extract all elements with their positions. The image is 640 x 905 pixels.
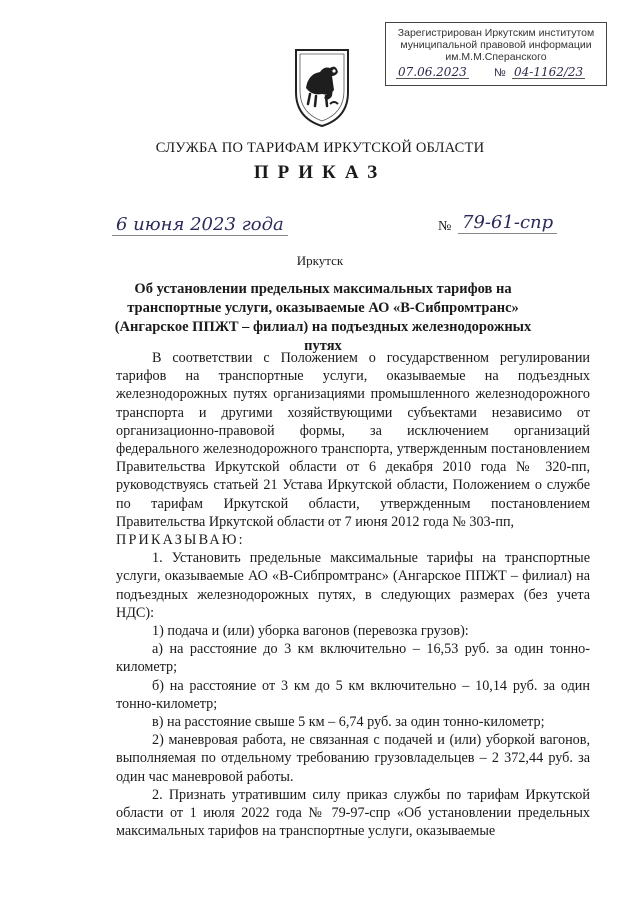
item-1-1-c-paragraph: в) на расстояние свыше 5 км – 6,74 руб. за один тонно-километр; xyxy=(152,714,545,731)
stamp-number-label: № xyxy=(494,67,506,79)
stamp-registration-row xyxy=(394,63,598,81)
item-1-2-paragraph: 2) маневровая работа, не связанная с подачей и (или) уборкой вагонов, выполняемая по отдельному требованию грузовладельцев – 2 372,44 руб. за один час маневровой работы. xyxy=(116,732,590,785)
stamp-line-3: им.М.М.Сперанского xyxy=(445,51,547,63)
organization-name: СЛУЖБА ПО ТАРИФАМ ИРКУТСКОЙ ОБЛАСТИ xyxy=(155,140,485,156)
city-name: Иркутск xyxy=(296,253,344,268)
document-type: ПРИКАЗ xyxy=(253,162,387,183)
stamp-line-2: муниципальной правовой информации xyxy=(400,39,592,51)
document-title: Об установлении предельных максимальных тарифов на транспортные услуги, оказываемые АО «В-Сибпромтранс» (Ангарское ППЖТ – филиал) на подъездных железнодорожных путях xyxy=(114,281,532,354)
number-label: № xyxy=(438,219,452,234)
item-1-1-b-paragraph: б) на расстояние от 3 км до 5 км включительно – 10,14 руб. за один тонно-километр; xyxy=(116,677,590,712)
document-body xyxy=(116,349,590,840)
item-1-1-a-paragraph: а) на расстояние до 3 км включительно – 16,53 руб. за один тонно-километр; xyxy=(116,641,590,676)
order-word: ПРИКАЗЫВАЮ: xyxy=(116,532,245,549)
registration-stamp xyxy=(385,22,607,86)
stamp-date: 07.06.2023 xyxy=(398,65,467,79)
coat-of-arms-icon xyxy=(290,44,354,128)
item-1-1-paragraph: 1) подача и (или) уборка вагонов (перевозка грузов): xyxy=(152,623,469,640)
stamp-number: 04-1162/23 xyxy=(514,65,584,79)
handwritten-date: 6 июня 2023 года xyxy=(112,214,288,236)
stamp-line-1: Зарегистрирован Иркутским институтом xyxy=(397,27,595,39)
preamble-paragraph: В соответствии с Положением о государственном регулировании тарифов на транспортные услуги, оказываемые на подъездных железнодорожных путях организациями промышленного железнодорожного транспорта и другими хозяйствующими субъектами независимо от организационно-правовой формы, за исключением организаций федерального железнодорожного транспорта, утвержденным постановлением Правительства Иркутской области от 6 декабря 2010 года № 320-пп, руководствуясь статьей 21 Устава Иркутской области, Положением о службе по тарифам Иркутской области, утвержденным постановлением Правительства Иркутской области от 7 июня 2012 года № 303-пп, xyxy=(116,350,590,530)
item-1-paragraph: 1. Установить предельные максимальные тарифы на транспортные услуги, оказываемые АО «В-Сибпромтранс» (Ангарское ППЖТ – филиал) на подъездных железнодорожных путях, в следующих размерах (без учета НДС): xyxy=(116,550,590,621)
handwritten-order-number: 79-61-спр xyxy=(458,212,557,234)
item-2-paragraph: 2. Признать утратившим силу приказ службы по тарифам Иркутской области от 1 июля 2022 года № 79-97-спр «Об установлении предельных максимальных тарифов на транспортные услуги, оказываемые xyxy=(116,786,590,840)
